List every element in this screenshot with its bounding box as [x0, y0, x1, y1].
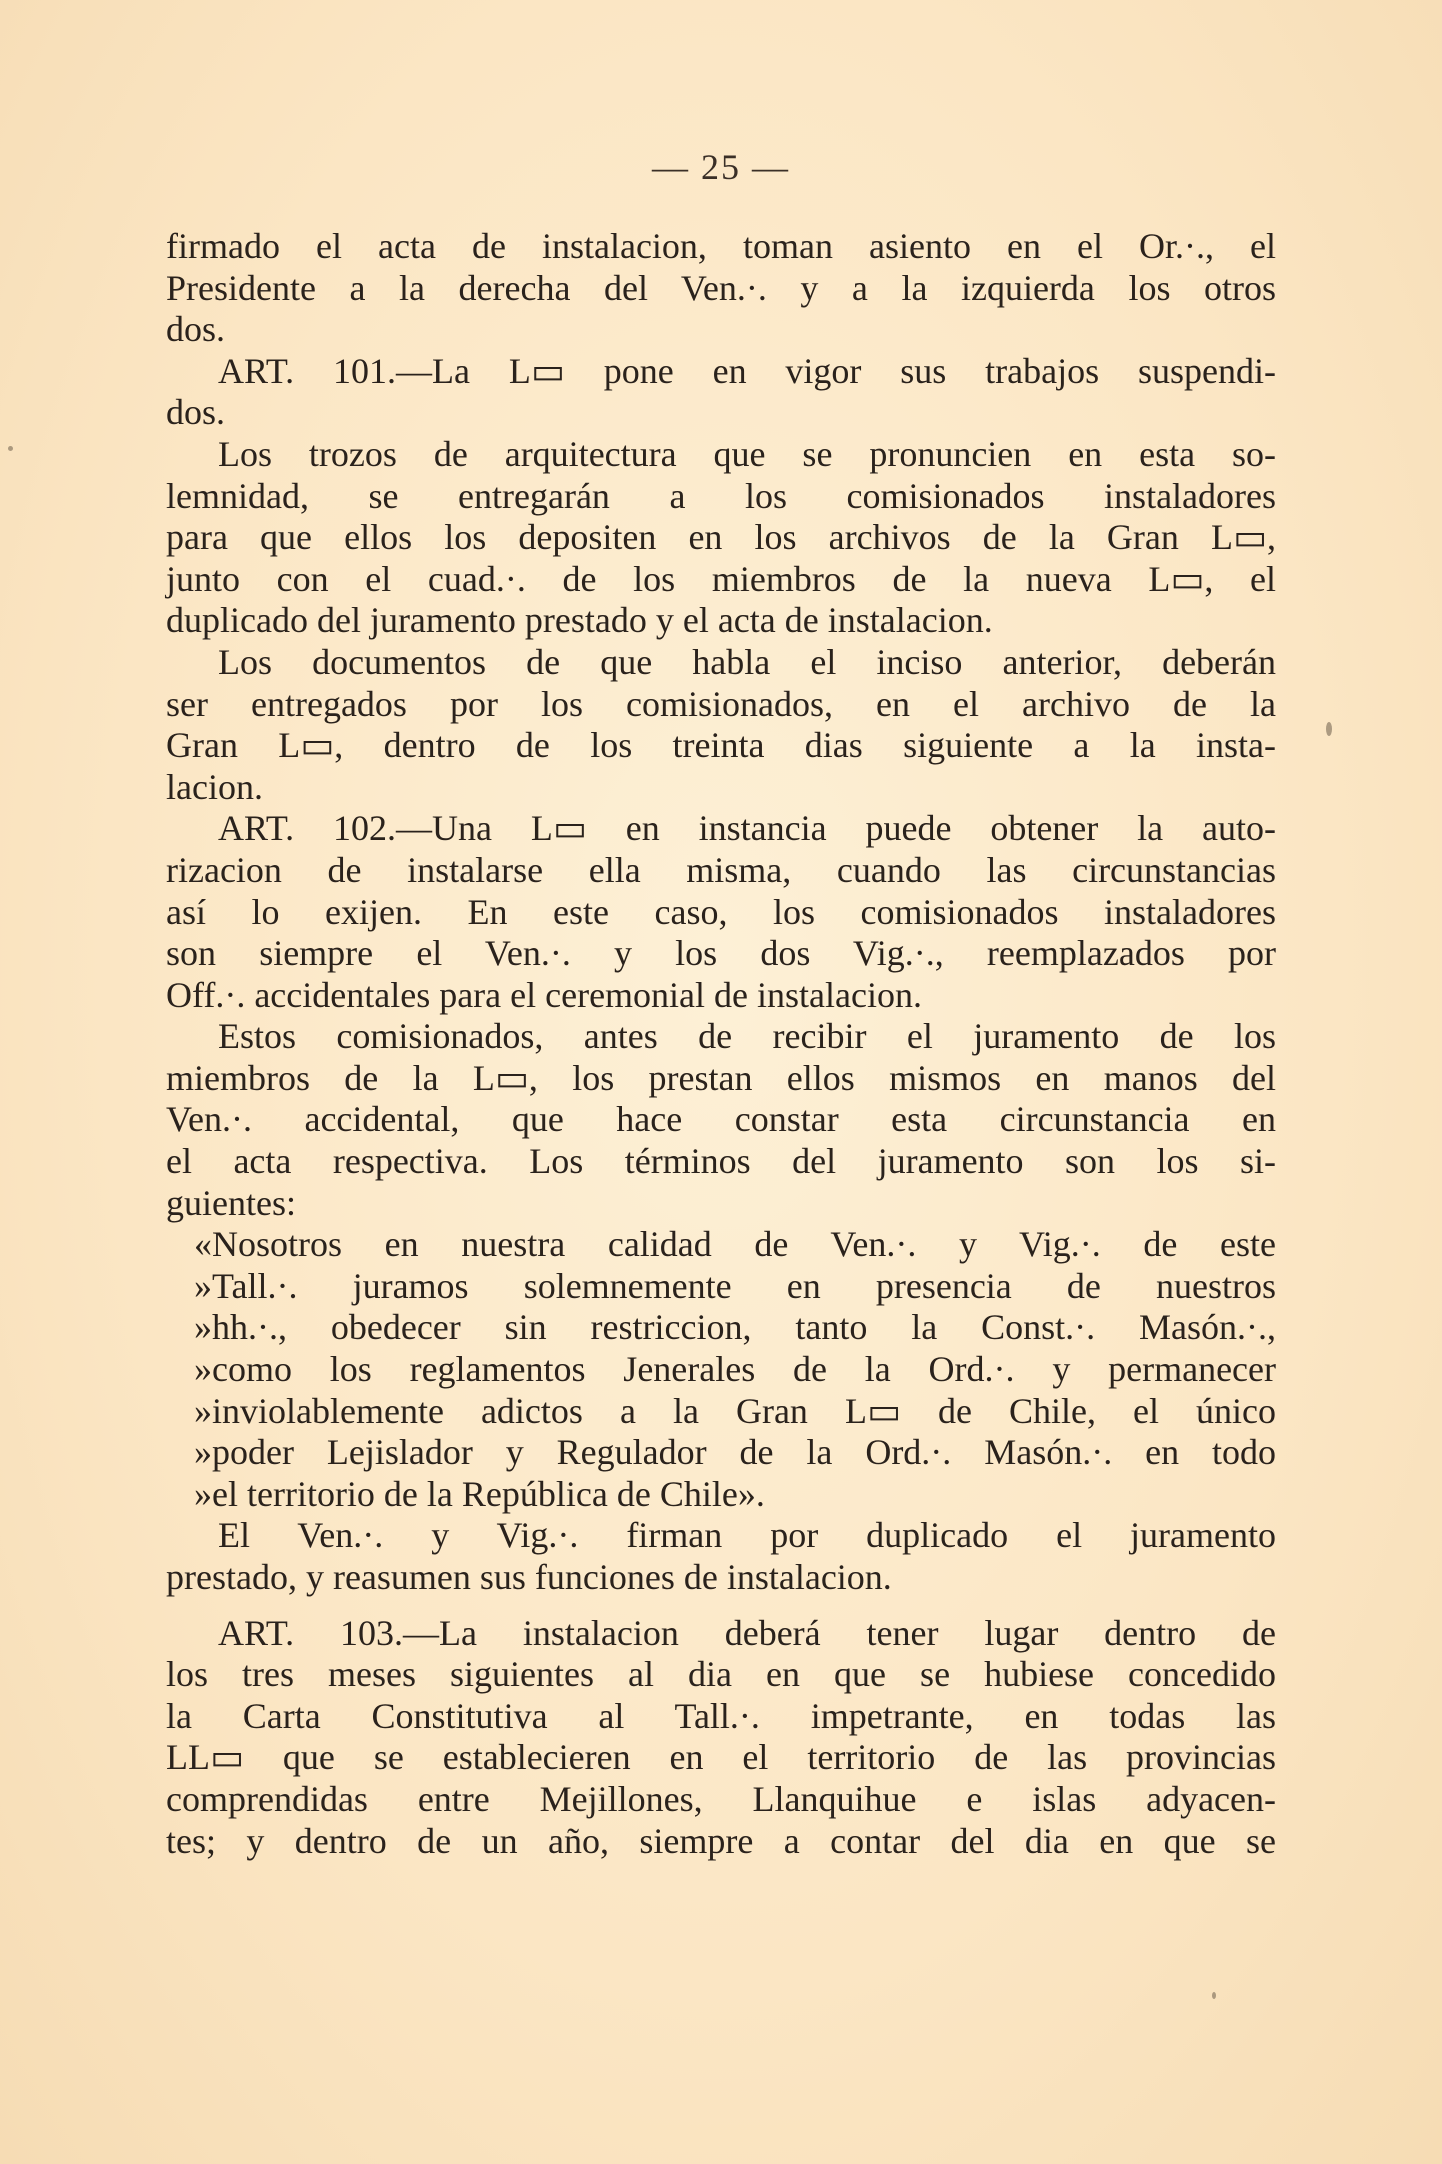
text-line: para que ellos los depositen en los archivos de la Gran L▭,: [166, 517, 1276, 558]
text-line: ser entregados por los comisionados, en el archivo de la: [166, 683, 1276, 724]
text-line: rizacion de instalarse ella misma, cuando las circunstancias: [166, 849, 1276, 890]
text-line: »como los reglamentos Jenerales de la Ord.·. y permanecer: [194, 1349, 1276, 1390]
text-line: junto con el cuad.·. de los miembros de la nueva L▭, el: [166, 558, 1276, 599]
text-line: Los trozos de arquitectura que se pronuncien en esta so-: [218, 433, 1276, 474]
text-line: «Nosotros en nuestra calidad de Ven.·. y Vig.·. de este: [194, 1224, 1276, 1265]
text-line: lacion.: [166, 766, 263, 807]
text-line: Gran L▭, dentro de los treinta dias siguiente a la insta-: [166, 725, 1276, 766]
text-line: »el territorio de la República de Chile».: [194, 1473, 765, 1514]
text-line: ART. 101.—La L▭ pone en vigor sus trabajos suspendi-: [218, 350, 1276, 391]
text-line: prestado, y reasumen sus funciones de instalacion.: [166, 1557, 892, 1597]
text-line: Off.·. accidentales para el ceremonial de instalacion.: [166, 974, 922, 1015]
text-line: son siempre el Ven.·. y los dos Vig.·., reemplazados por: [166, 933, 1276, 974]
text-line: LL▭ que se establecieren en el territorio de las provincias: [166, 1737, 1276, 1778]
text-line: dos.: [166, 392, 226, 433]
text-line: »hh.·., obedecer sin restriccion, tanto la Const.·. Masón.·.,: [194, 1307, 1276, 1348]
text-line: »poder Lejislador y Regulador de la Ord.·. Masón.·. en todo: [194, 1432, 1276, 1473]
paper-speck: [1212, 1992, 1216, 1999]
paper-speck: [1326, 722, 1332, 736]
text-line: duplicado del juramento prestado y el acta de instalacion.: [166, 600, 993, 641]
text-line: ART. 102.—Una L▭ en instancia puede obtener la auto-: [218, 808, 1276, 849]
text-line: miembros de la L▭, los prestan ellos mismos en manos del: [166, 1057, 1276, 1098]
text-line: el acta respectiva. Los términos del juramento son los si-: [166, 1141, 1276, 1182]
text-line: Estos comisionados, antes de recibir el juramento de los: [218, 1016, 1276, 1057]
text-line: tes; y dentro de un año, siempre a contar del dia en que se: [166, 1820, 1276, 1861]
text-line: así lo exijen. En este caso, los comisionados instaladores: [166, 891, 1276, 932]
text-line: Los documentos de que habla el inciso anterior, deberán: [218, 641, 1276, 682]
page-number: — 25 —: [652, 147, 790, 187]
text-line: la Carta Constitutiva al Tall.·. impetrante, en todas las: [166, 1695, 1276, 1736]
text-line: guientes:: [166, 1182, 296, 1223]
body-text: [166, 226, 1276, 1862]
text-line: lemnidad, se entregarán a los comisionados instaladores: [166, 475, 1276, 516]
text-line: »Tall.·. juramos solemnemente en presencia de nuestros: [194, 1265, 1276, 1306]
text-line: Ven.·. accidental, que hace constar esta circunstancia en: [166, 1099, 1276, 1140]
text-line: ART. 103.—La instalacion deberá tener lugar dentro de: [218, 1612, 1276, 1653]
text-line: firmado el acta de instalacion, toman asiento en el Or.·., el: [166, 226, 1276, 266]
text-line: los tres meses siguientes al dia en que se hubiese concedido: [166, 1654, 1276, 1695]
paper-speck: [8, 446, 13, 451]
text-line: Presidente a la derecha del Ven.·. y a la izquierda los otros: [166, 267, 1276, 308]
text-line: comprendidas entre Mejillones, Llanquihue e islas adyacen-: [166, 1778, 1276, 1819]
text-line: »inviolablemente adictos a la Gran L▭ de Chile, el único: [194, 1390, 1276, 1431]
text-line: El Ven.·. y Vig.·. firman por duplicado el juramento: [218, 1515, 1276, 1556]
text-line: dos.: [166, 309, 226, 350]
paragraph-gap: [166, 1599, 1276, 1613]
